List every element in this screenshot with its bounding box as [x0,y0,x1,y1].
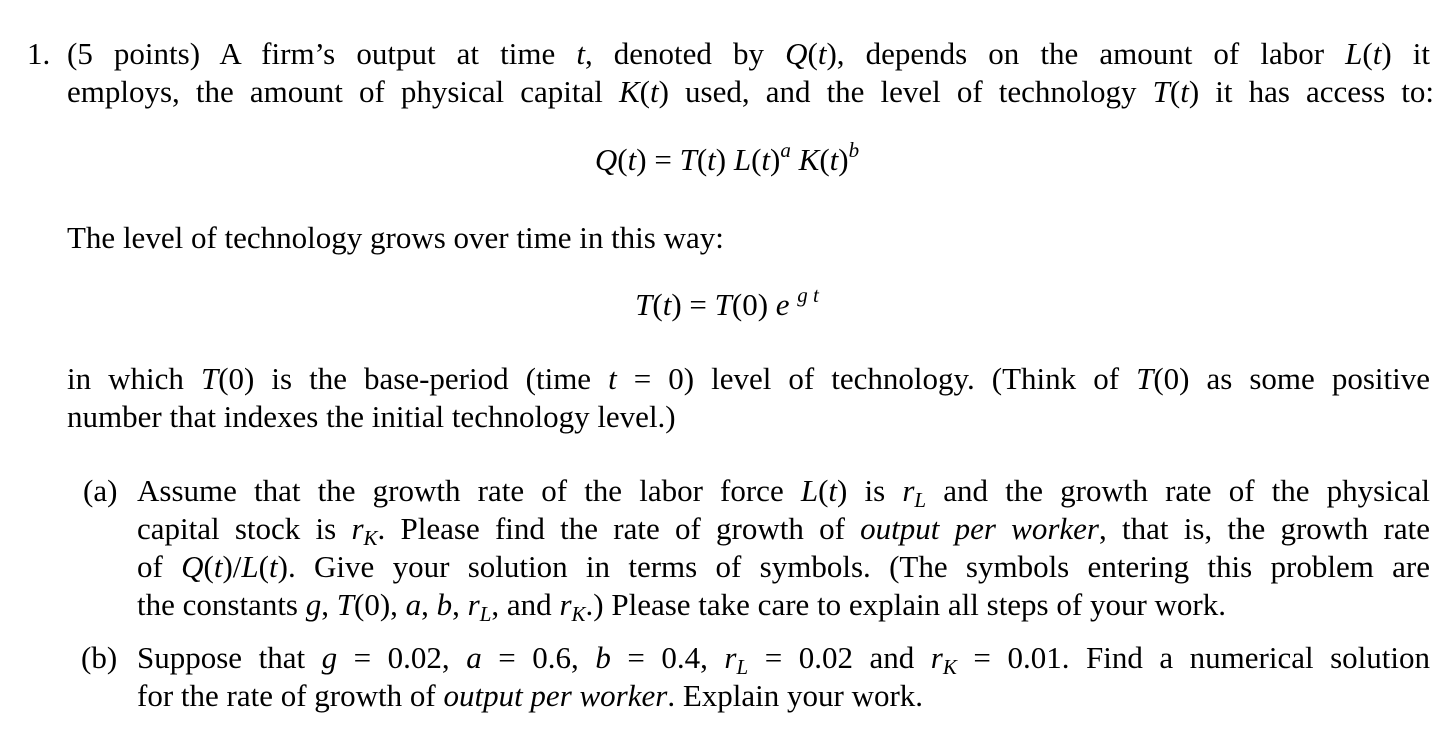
intro-line-2: employs, the amount of physical capital K(t) used, and the level of technology T(t) it has access to: [67,74,1434,109]
part-b-line-1: Suppose that g = 0.02, a = 0.6, b = 0.4, $r_L = 0.02$ and $r_K = 0.01$. Find a numerical solution [137,640,1431,679]
part-a-line-4: the constants g, T(0), a, b, $r_L$, and $r_K$.) Please take care to explain all steps of your work. [137,587,1226,626]
part-b-line-2: for the rate of growth of output per worker. Explain your work. [137,678,924,713]
base-period-line-1: in which T(0) is the base-period (time t = 0) level of technology. (Think of T(0) as some positive [67,361,1431,396]
part-b-label: (b) [81,640,118,675]
part-a-line-1: Assume that the growth rate of the labor force L(t) is $r_L$ and the growth rate of the physical [137,473,1430,512]
base-period-line-2: number that indexes the initial technology level.) [67,399,676,434]
technology-sentence: The level of technology grows over time in this way: [67,220,724,255]
part-a-line-3: of Q(t)/L(t). Give your solution in terms of symbols. (The symbols entering this problem are [137,549,1430,584]
intro-line-1: (5 points) A firm’s output at time t, denoted by Q(t), depends on the amount of labor L(t) it [67,36,1430,71]
part-a-label: (a) [83,473,118,508]
part-a-line-2: capital stock is $r_K$. Please find the rate of growth of output per worker, that is, the growth rate [137,511,1431,550]
technology-growth-equation: T(t) = T(0) e $^{g t}$ [635,283,819,322]
production-function-equation: Q(t) = T(t) $L(t)^a$ $K(t)^b$ [594,138,860,177]
problem-number: 1. [27,36,51,71]
